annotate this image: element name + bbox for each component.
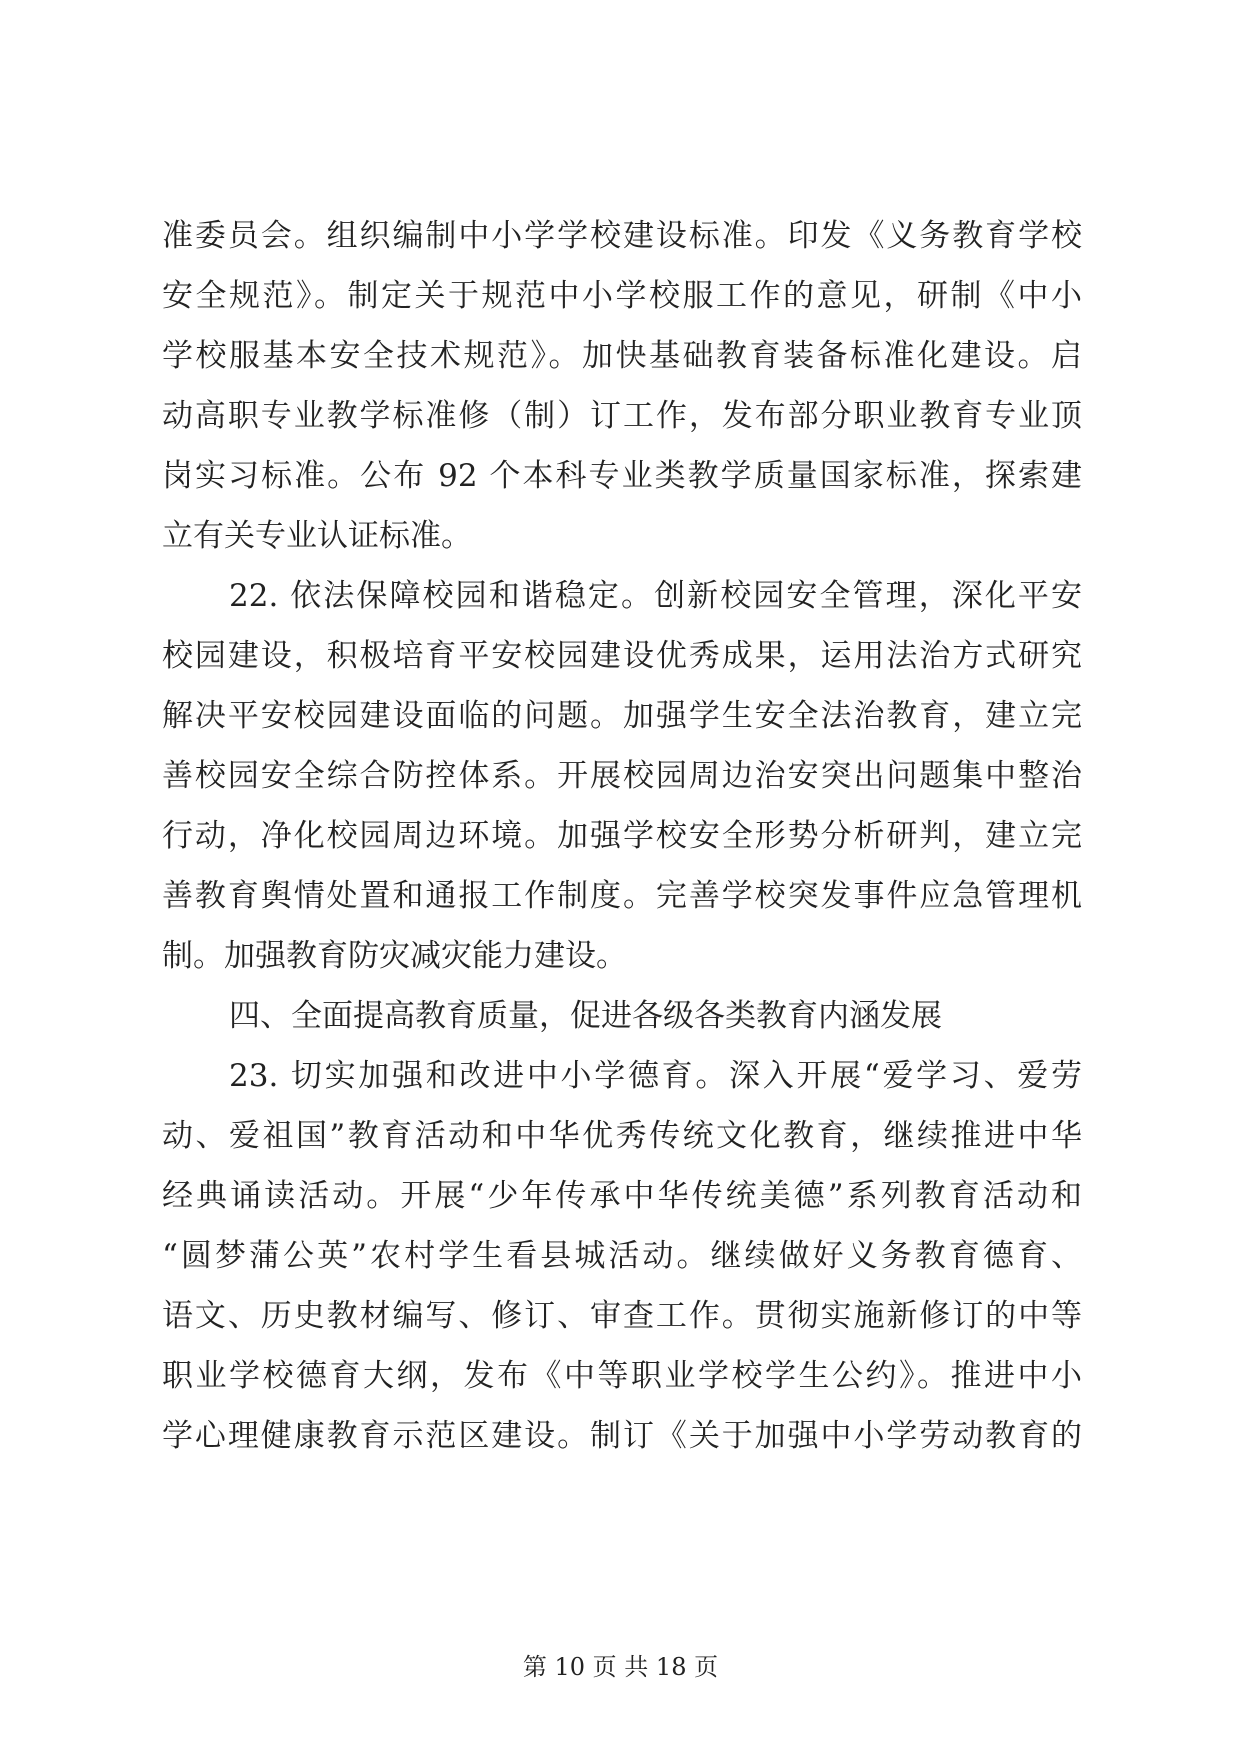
body-line: 善校园安全综合防控体系。开展校园周边治安突出问题集中整治 [162, 758, 1082, 794]
body-line: 经典诵读活动。开展“少年传承中华传统美德”系列教育活动和 [162, 1178, 1082, 1214]
body-line: 动、爱祖国”教育活动和中华优秀传统文化教育，继续推进中华 [162, 1118, 1082, 1154]
body-line: 立有关专业认证标准。 [162, 518, 472, 554]
section-22-heading-line: 22. 依法保障校园和谐稳定。创新校园安全管理，深化平安 [229, 578, 1082, 614]
body-line: 语文、历史教材编写、修订、审查工作。贯彻实施新修订的中等 [162, 1298, 1082, 1334]
section-23-heading-line: 23. 切实加强和改进中小学德育。深入开展“爱学习、爱劳 [229, 1058, 1082, 1094]
body-line: 职业学校德育大纲，发布《中等职业学校学生公约》。推进中小 [162, 1358, 1082, 1394]
body-line: 安全规范》。制定关于规范中小学校服工作的意见，研制《中小 [162, 278, 1082, 314]
body-line: 岗实习标准。公布 92 个本科专业类教学质量国家标准，探索建 [162, 458, 1082, 494]
body-line: “圆梦蒲公英”农村学生看县城活动。继续做好义务教育德育、 [162, 1238, 1082, 1274]
body-line: 学校服基本安全技术规范》。加快基础教育装备标准化建设。启 [162, 338, 1082, 374]
body-line: 善教育舆情处置和通报工作制度。完善学校突发事件应急管理机 [162, 878, 1082, 914]
section-four-heading: 四、全面提高教育质量，促进各级各类教育内涵发展 [229, 998, 942, 1034]
body-line: 行动，净化校园周边环境。加强学校安全形势分析研判，建立完 [162, 818, 1082, 854]
body-line: 学心理健康教育示范区建设。制订《关于加强中小学劳动教育的 [162, 1418, 1082, 1454]
page-number-footer: 第 10 页 共 18 页 [522, 1653, 719, 1681]
body-line: 制。加强教育防灾减灾能力建设。 [162, 938, 627, 974]
body-line: 准委员会。组织编制中小学学校建设标准。印发《义务教育学校 [162, 218, 1082, 254]
body-line: 动高职专业教学标准修（制）订工作，发布部分职业教育专业顶 [162, 398, 1082, 434]
body-line: 校园建设，积极培育平安校园建设优秀成果，运用法治方式研究 [162, 638, 1082, 674]
body-line: 解决平安校园建设面临的问题。加强学生安全法治教育，建立完 [162, 698, 1082, 734]
